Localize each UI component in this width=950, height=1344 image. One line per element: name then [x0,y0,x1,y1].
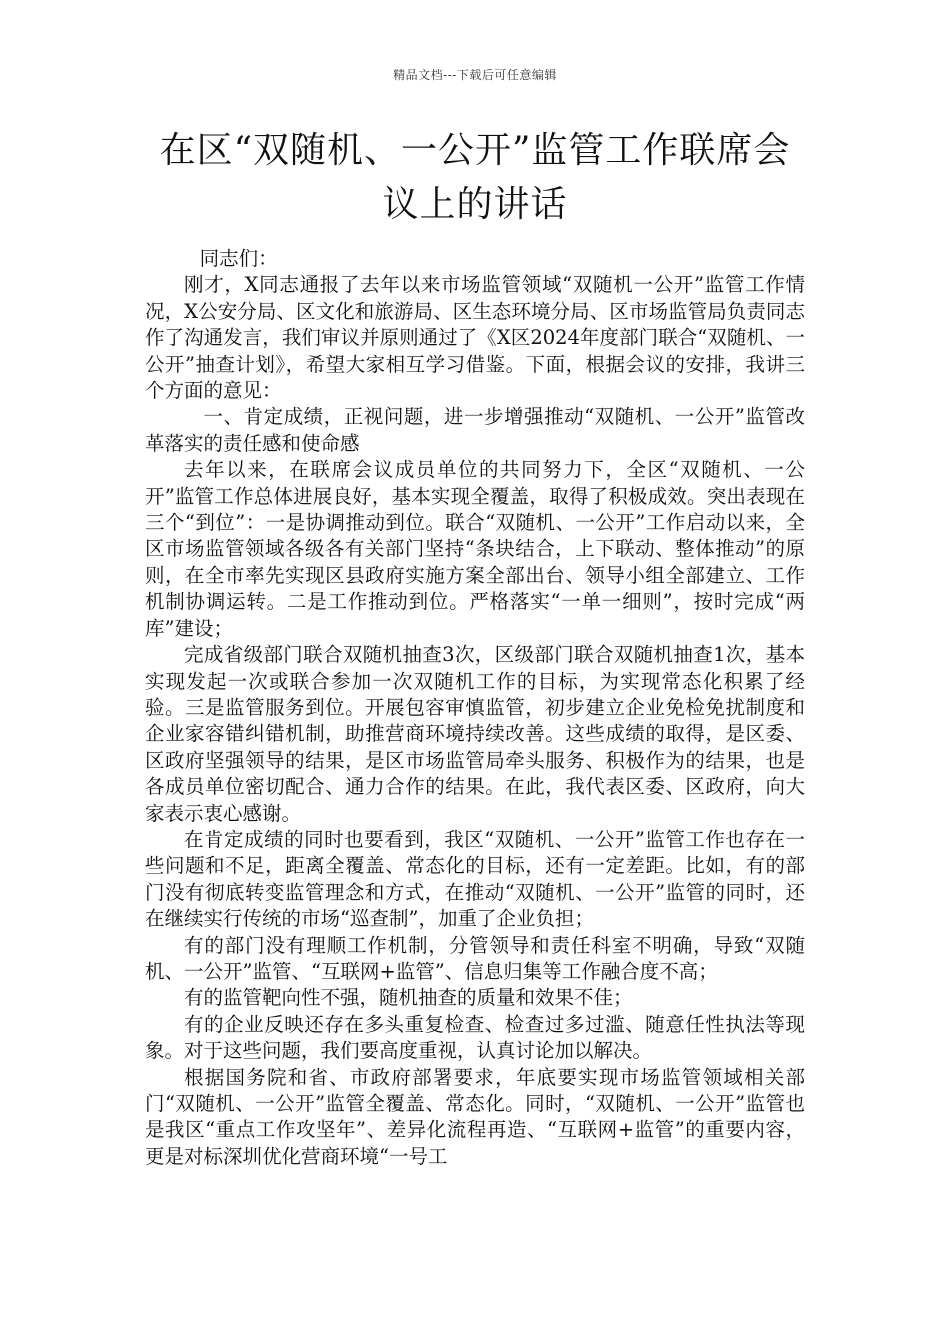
body-paragraph: 有的部门没有理顺工作机制，分管领导和责任科室不明确，导致“双随机、一公开”监管、“互联网+监管”、信息归集等工作融合度不高； [145,933,805,983]
body-paragraph: 有的企业反映还存在多头重复检查、检查过多过滥、随意任性执法等现象。对于这些问题，我们要高度重视，认真讨论加以解决。 [145,1012,805,1063]
section-heading: 一、肯定成绩，正视问题，进一步增强推动“双随机、一公开”监管改革落实的责任感和使命感 [145,405,805,455]
header-note: 精品文档---下载后可任意编辑 [393,68,557,82]
body-paragraph: 刚才，X同志通报了去年以来市场监管领域“双随机一公开”监管工作情况，X公安分局、区文化和旅游局、区生态环境分局、区市场监管局负责同志作了沟通发言，我们审议并原则通过了《X区2024年度部门联合“双随机、一公开”抽查计划》，希望大家相互学习借鉴。下面，根据会议的安排，我讲三个方面的意见： [145,273,805,403]
document-body [145,246,805,1170]
body-paragraph: 在肯定成绩的同时也要看到，我区“双随机、一公开”监管工作也存在一些问题和不足，距离全覆盖、常态化的目标，还有一定差距。比如，有的部门没有彻底转变监管理念和方式，在推动“双随机、一公开”监管的同时，还在继续实行传统的市场“巡查制”，加重了企业负担； [145,827,805,931]
body-paragraph: 有的监管靶向性不强，随机抽查的质量和效果不佳； [184,986,633,1010]
greeting-paragraph: 同志们： [199,247,278,270]
body-paragraph: 去年以来，在联席会议成员单位的共同努力下，全区“双随机、一公开”监管工作总体进展良好，基本实现全覆盖，取得了积极成效。突出表现在三个“到位”：一是协调推动到位。联合“双随机、一公开”工作启动以来，全区市场监管领域各级各有关部门坚持“条块结合，上下联动、整体推动”的原则，在全市率先实现区县政府实施方案全部出台、领导小组全部建立、工作机制协调运转。二是工作推动到位。严格落实“一单一细则”，按时完成“两库”建设； [145,458,805,640]
body-paragraph: 根据国务院和省、市政府部署要求，年底要实现市场监管领域相关部门“双随机、一公开”监管全覆盖、常态化。同时，“双随机、一公开”监管也是我区“重点工作攻坚年”、差异化流程再造、“互联网+监管”的重要内容，更是对标深圳优化营商环境“一号工 [145,1065,805,1168]
document-title: 在区“双随机、一公开”监管工作联席会议上的讲话 [159,130,791,225]
body-paragraph: 完成省级部门联合双随机抽查3次，区级部门联合双随机抽查1次，基本实现发起一次或联合参加一次双随机工作的目标，为实现常态化积累了经验。三是监管服务到位。开展包容审慎监管，初步建立企业免检免扰制度和企业家容错纠错机制，助推营商环境持续改善。这些成绩的取得，是区委、区政府坚强领导的结果，是区市场监管局牵头服务、积极作为的结果，也是各成员单位密切配合、通力合作的结果。在此，我代表区委、区政府，向大家表示衷心感谢。 [145,643,805,825]
